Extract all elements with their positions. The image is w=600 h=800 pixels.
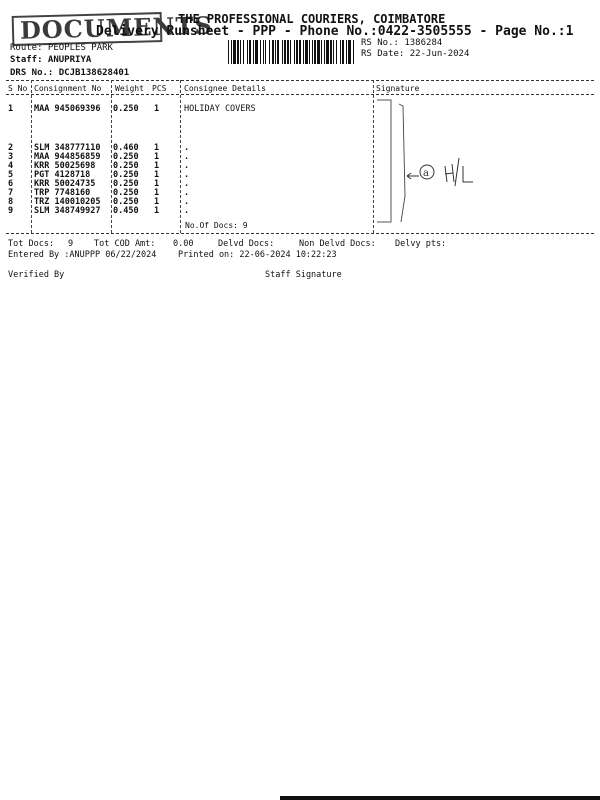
barcode-bar	[330, 40, 332, 64]
cell-pcs: 1	[154, 179, 160, 189]
col-divider	[111, 80, 112, 233]
cell-sno: 4	[8, 161, 14, 171]
barcode-bar	[294, 40, 295, 64]
barcode-bar	[228, 40, 229, 64]
barcode-bar	[260, 40, 261, 64]
cell-pcs: 1	[154, 197, 160, 207]
tot-cod-label: Tot COD Amt:	[94, 239, 156, 249]
header-rule-bottom	[6, 94, 594, 95]
rs-date: RS Date: 22-Jun-2024	[361, 49, 470, 59]
barcode-bar	[272, 40, 274, 64]
cell-details: .	[184, 152, 190, 162]
cell-consignment: SLM 348777110	[34, 143, 101, 153]
delvd-docs-label: Delvd Docs:	[218, 239, 275, 249]
barcode-bar	[314, 40, 316, 64]
barcode	[228, 40, 354, 64]
barcode-bar	[290, 40, 291, 64]
barcode-bar	[231, 40, 232, 64]
cell-consignment: MAA 944856859	[34, 152, 101, 162]
cell-consignment: PGT 4128718	[34, 170, 91, 180]
cell-details: .	[184, 206, 190, 216]
barcode-bar	[324, 40, 325, 64]
tot-docs-value: 9	[68, 239, 74, 249]
rs-number: RS No.: 1386284	[361, 38, 443, 48]
cell-pcs: 1	[154, 143, 160, 153]
cell-consignment: TRP 7748160	[34, 188, 91, 198]
cell-pcs: 1	[154, 188, 160, 198]
barcode-bar	[340, 40, 341, 64]
entered-by: Entered By :ANUPPP 06/22/2024	[8, 250, 157, 260]
col-header-consignment: Consignment No	[34, 84, 102, 93]
cell-weight: 0.250	[113, 170, 139, 180]
printed-on: Printed on: 22-06-2024 10:22:23	[178, 250, 337, 260]
cell-weight: 0.460	[113, 143, 139, 153]
barcode-bar	[317, 40, 320, 64]
header-rule-top	[6, 80, 594, 81]
cell-weight: 0.250	[113, 197, 139, 207]
cell-consignment: KRR 50025698	[34, 161, 96, 171]
cell-details: HOLIDAY COVERS	[184, 104, 256, 114]
col-header-pcs: PCS	[152, 84, 167, 93]
cell-sno: 9	[8, 206, 14, 216]
cell-consignment: TRZ 140010205	[34, 197, 101, 207]
cell-weight: 0.250	[113, 161, 139, 171]
cell-sno: 6	[8, 179, 14, 189]
runsheet-subtitle: Delivery Runsheet - PPP - Phone No.:0422-3505555 - Page No.:1	[96, 24, 574, 39]
barcode-bar	[240, 40, 241, 64]
cell-consignment: SLM 348749927	[34, 206, 101, 216]
cell-consignment: KRR 50024735	[34, 179, 96, 189]
cell-details: .	[184, 197, 190, 207]
barcode-bar	[309, 40, 310, 64]
barcode-bar	[265, 40, 266, 64]
cell-details: .	[184, 188, 190, 198]
barcode-bar	[312, 40, 313, 64]
svg-text:a: a	[423, 168, 429, 179]
barcode-bar	[275, 40, 276, 64]
barcode-bar	[333, 40, 334, 64]
cell-sno: 7	[8, 188, 14, 198]
col-header-weight: Weight	[115, 84, 144, 93]
cell-consignment: MAA 945069396	[34, 104, 101, 114]
col-header-signature: Signature	[376, 84, 420, 93]
barcode-bar	[305, 40, 308, 64]
cell-pcs: 1	[154, 104, 160, 114]
cell-sno: 2	[8, 143, 14, 153]
verified-by: Verified By	[8, 270, 65, 280]
barcode-bar	[255, 40, 258, 64]
cell-pcs: 1	[154, 170, 160, 180]
barcode-bar	[253, 40, 254, 64]
cell-weight: 0.250	[113, 152, 139, 162]
cell-details: .	[184, 179, 190, 189]
barcode-bar	[321, 40, 322, 64]
barcode-bar	[237, 40, 239, 64]
tot-cod-value: 0.00	[173, 239, 194, 249]
barcode-bar	[243, 40, 244, 64]
barcode-bar	[282, 40, 283, 64]
barcode-bar	[284, 40, 286, 64]
col-header-consignee: Consignee Details	[184, 84, 266, 93]
barcode-bar	[277, 40, 279, 64]
cell-details: .	[184, 170, 190, 180]
barcode-bar	[296, 40, 298, 64]
cell-details: .	[184, 143, 190, 153]
barcode-bar	[249, 40, 251, 64]
cell-pcs: 1	[154, 161, 160, 171]
cell-weight: 0.250	[113, 179, 139, 189]
barcode-bar	[263, 40, 264, 64]
staff-label: Staff: ANUPRIYA	[10, 55, 92, 65]
cell-pcs: 1	[154, 152, 160, 162]
barcode-bar	[326, 40, 329, 64]
cell-weight: 0.250	[113, 188, 139, 198]
barcode-bar	[353, 40, 354, 64]
cell-sno: 1	[8, 104, 14, 114]
cell-pcs: 1	[154, 206, 160, 216]
barcode-bar	[342, 40, 344, 64]
col-divider	[31, 80, 32, 233]
barcode-bar	[247, 40, 248, 64]
cell-weight: 0.250	[113, 104, 139, 114]
barcode-bar	[303, 40, 304, 64]
table-rule-bottom	[6, 233, 594, 234]
documents-stamp: DOCUMENTS	[12, 12, 163, 46]
cell-sno: 5	[8, 170, 14, 180]
no-of-docs: No.Of Docs: 9	[185, 221, 248, 230]
delvy-pts-label: Delvy pts:	[395, 239, 447, 249]
barcode-bar	[287, 40, 289, 64]
barcode-bar	[299, 40, 301, 64]
barcode-bar	[269, 40, 270, 64]
barcode-bar	[348, 40, 351, 64]
col-divider	[373, 80, 374, 233]
cell-sno: 8	[8, 197, 14, 207]
staff-signature-label: Staff Signature	[265, 270, 342, 280]
company-title: THE PROFESSIONAL COURIERS, COIMBATORE	[178, 12, 446, 26]
col-header-sno: S No	[8, 84, 28, 93]
tot-docs-label: Tot Docs:	[8, 239, 55, 249]
scan-edge-artifact	[280, 796, 600, 800]
cell-sno: 3	[8, 152, 14, 162]
cell-weight: 0.450	[113, 206, 139, 216]
barcode-bar	[346, 40, 347, 64]
barcode-bar	[233, 40, 236, 64]
non-delvd-docs-label: Non Delvd Docs:	[299, 239, 376, 249]
route-label: Route: PEOPLES PARK	[10, 43, 113, 53]
col-divider	[180, 80, 181, 233]
drs-number: DRS No.: DCJB138628401	[10, 68, 130, 78]
cell-details: .	[184, 161, 190, 171]
barcode-bar	[336, 40, 337, 64]
handwritten-signature-mark	[375, 96, 595, 231]
